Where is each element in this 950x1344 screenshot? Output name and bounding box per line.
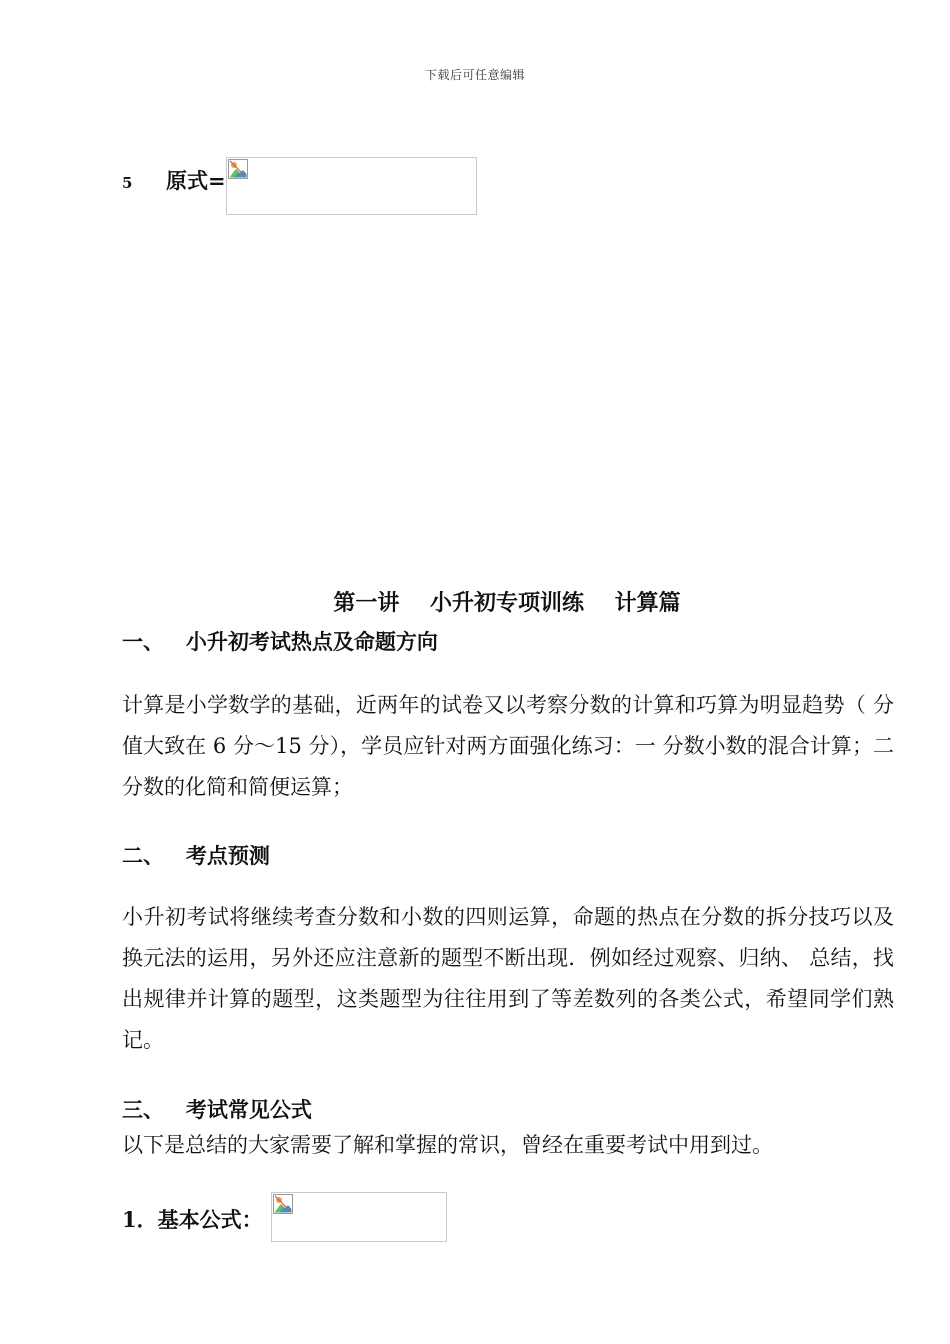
broken-image-icon [273,1194,293,1214]
section-body-3: 以下是总结的大家需要了解和掌握的常识，曾经在重要考试中用到过。 [122,1133,773,1157]
section-heading-3: 三、 考试常见公式 [122,1097,312,1122]
formula-number: 5 [122,174,133,192]
broken-image-icon [228,159,248,179]
formula-5-line [122,160,477,220]
formula-image [226,157,477,215]
basic-formula-label: 1．基本公式： [122,1207,263,1232]
basic-formula-line [122,1192,447,1242]
section-heading-2: 二、 考点预测 [122,843,270,868]
lecture-title: 第一讲 小升初专项训练 计算篇 [333,590,681,616]
section-body-2: 小升初考试将继续考查分数和小数的四则运算，命题的热点在分数的拆分技巧以及换元法的运用，另外还应注意新的题型不断出现．例如经过观察、归纳、 总结，找出规律并计算的题型，这类题型为往往用到了等差数列的各类公式，希望同学们熟记。 [122,905,894,1052]
section-heading-1: 一、 小升初考试热点及命题方向 [122,629,438,654]
formula-label: 原式= [166,168,226,193]
header-note: 下载后可任意编辑 [424,68,525,82]
section-body-1: 计算是小学数学的基础，近两年的试卷又以考察分数的计算和巧算为明显趋势（ 分值大致在 6 分～15 分），学员应针对两方面强化练习：一 分数小数的混合计算；二 分数的化简和简便运算； [122,693,894,799]
basic-formula-image [271,1192,447,1242]
